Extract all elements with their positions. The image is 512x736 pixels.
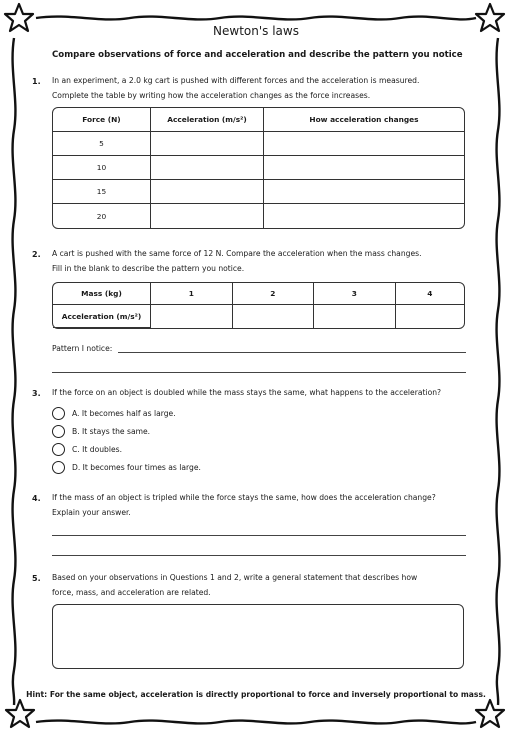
q2-number: 2. xyxy=(32,250,41,259)
acceleration-blank[interactable] xyxy=(151,305,233,328)
change-blank[interactable] xyxy=(264,204,464,228)
force-value: 10 xyxy=(53,156,151,180)
acceleration-blank[interactable] xyxy=(233,305,315,328)
q2-text-line1: A cart is pushed with the same force of 12 N. Compare the acceleration when the mass changes. xyxy=(52,249,422,258)
force-header: Force (N) xyxy=(53,108,151,132)
pattern-answer-line-2[interactable] xyxy=(52,372,466,373)
mass-value: 2 xyxy=(233,283,315,305)
mass-value: 1 xyxy=(151,283,233,305)
radio-circle-icon[interactable] xyxy=(52,425,65,438)
option-label: C. It doubles. xyxy=(72,444,123,454)
mass-header: Mass (kg) xyxy=(53,283,151,305)
q5-text-line1: Based on your observations in Questions 1 and 2, write a general statement that describes how xyxy=(52,573,418,582)
change-blank[interactable] xyxy=(264,132,464,156)
radio-circle-icon[interactable] xyxy=(52,461,65,474)
hint-text: Hint: For the same object, acceleration is directly proportional to force and inversely proportional to mass. xyxy=(26,690,486,699)
wavy-border-left xyxy=(13,38,16,705)
wavy-border-right xyxy=(497,38,500,705)
radio-circle-icon[interactable] xyxy=(52,443,65,456)
option-label: D. It becomes four times as large. xyxy=(72,462,201,472)
q1-number: 1. xyxy=(32,77,41,86)
q2-text-line2: Fill in the blank to describe the pattern you notice. xyxy=(52,264,245,273)
acceleration-header: Acceleration (m/s²) xyxy=(151,108,264,132)
force-value: 5 xyxy=(53,132,151,156)
acceleration-blank[interactable] xyxy=(151,204,264,228)
star-icon-bottom-left xyxy=(6,700,34,727)
q4-number: 4. xyxy=(32,494,41,503)
q5-answer-box[interactable] xyxy=(52,604,464,669)
acceleration-blank[interactable] xyxy=(314,305,396,328)
option-label: B. It stays the same. xyxy=(72,426,151,436)
change-blank[interactable] xyxy=(264,156,464,180)
star-icon-bottom-right xyxy=(476,700,504,727)
acceleration-blank[interactable] xyxy=(396,305,464,328)
q5-text-line2: force, mass, and acceleration are related. xyxy=(52,588,211,597)
q1-text-line1: In an experiment, a 2.0 kg cart is pushed with different forces and the acceleration is measured. xyxy=(52,76,420,85)
wavy-border-bottom xyxy=(36,721,476,724)
change-header: How acceleration changes xyxy=(264,108,464,132)
pattern-label: Pattern I notice: xyxy=(52,344,113,353)
radio-circle-icon[interactable] xyxy=(52,407,65,420)
q4-text-line2: Explain your answer. xyxy=(52,508,131,517)
acceleration-row-header: Acceleration (m/s²) xyxy=(53,305,151,328)
change-blank[interactable] xyxy=(264,180,464,204)
q4-answer-line-1[interactable] xyxy=(52,535,466,536)
option-b[interactable] xyxy=(52,423,150,439)
mass-table xyxy=(52,282,465,329)
acceleration-blank[interactable] xyxy=(151,180,264,204)
force-value: 15 xyxy=(53,180,151,204)
force-table xyxy=(52,107,465,229)
option-a[interactable] xyxy=(52,405,176,421)
q3-text: If the force on an object is doubled while the mass stays the same, what happens to the acceleration? xyxy=(52,388,442,397)
option-c[interactable] xyxy=(52,441,122,457)
q3-number: 3. xyxy=(32,389,41,398)
option-label: A. It becomes half as large. xyxy=(72,408,176,418)
q1-text-line2: Complete the table by writing how the acceleration changes as the force increases. xyxy=(52,91,371,100)
q4-text-line1: If the mass of an object is tripled while the force stays the same, how does the acceleration change? xyxy=(52,493,436,502)
pattern-answer-line[interactable] xyxy=(118,352,466,353)
page-title: Newton's laws xyxy=(213,24,299,38)
mass-value: 4 xyxy=(396,283,464,305)
q4-answer-line-2[interactable] xyxy=(52,555,466,556)
page-subtitle: Compare observations of force and acceleration and describe the pattern you notice xyxy=(52,50,463,60)
wavy-border-top xyxy=(36,17,476,20)
option-d[interactable] xyxy=(52,459,201,475)
force-value: 20 xyxy=(53,204,151,228)
q5-number: 5. xyxy=(32,574,41,583)
mass-value: 3 xyxy=(314,283,396,305)
acceleration-blank[interactable] xyxy=(151,132,264,156)
acceleration-blank[interactable] xyxy=(151,156,264,180)
